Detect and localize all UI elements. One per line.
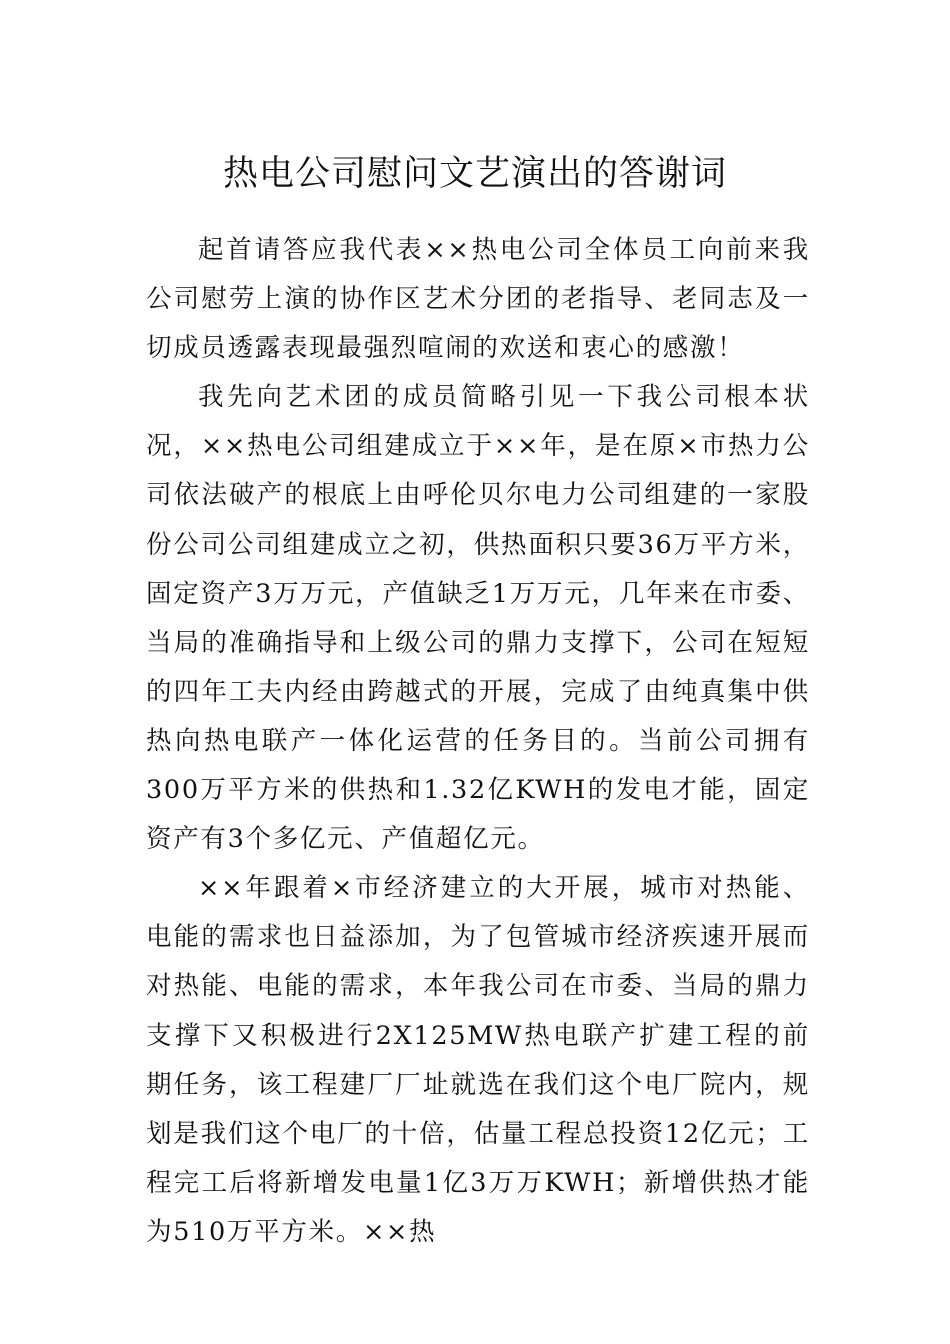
document-body	[146, 226, 810, 1257]
paragraph-3: ××年跟着×市经济建立的大开展，城市对热能、电能的需求也日益添加，为了包管城市经济疾速开展而对热能、电能的需求，本年我公司在市委、当局的鼎力支撑下又积极进行2X125MW热电联产扩建工程的前期任务，该工程建厂厂址就选在我们这个电厂院内，规划是我们这个电厂的十倍，估量工程总投资12亿元；工程完工后将新增发电量1亿3万万KWH；新增供热才能为510万平方米。××热	[146, 873, 810, 1247]
paragraph-2: 我先向艺术团的成员简略引见一下我公司根本状况，××热电公司组建成立于××年，是在原×市热力公司依法破产的根底上由呼伦贝尔电力公司组建的一家股份公司公司组建成立之初，供热面积只要36万平方米，固定资产3万万元，产值缺乏1万万元，几年来在市委、当局的准确指导和上级公司的鼎力支撑下，公司在短短的四年工夫内经由跨越式的开展，完成了由纯真集中供热向热电联产一体化运营的任务目的。当前公司拥有300万平方米的供热和1.32亿KWH的发电才能，固定资产有3个多亿元、产值超亿元。	[146, 382, 810, 855]
paragraph-1: 起首请答应我代表××热电公司全体员工向前来我公司慰劳上演的协作区艺术分团的老指导、老同志及一切成员透露表现最强烈喧闹的欢送和衷心的感激！	[146, 235, 810, 364]
document-title: 热电公司慰问文艺演出的答谢词	[222, 154, 727, 195]
